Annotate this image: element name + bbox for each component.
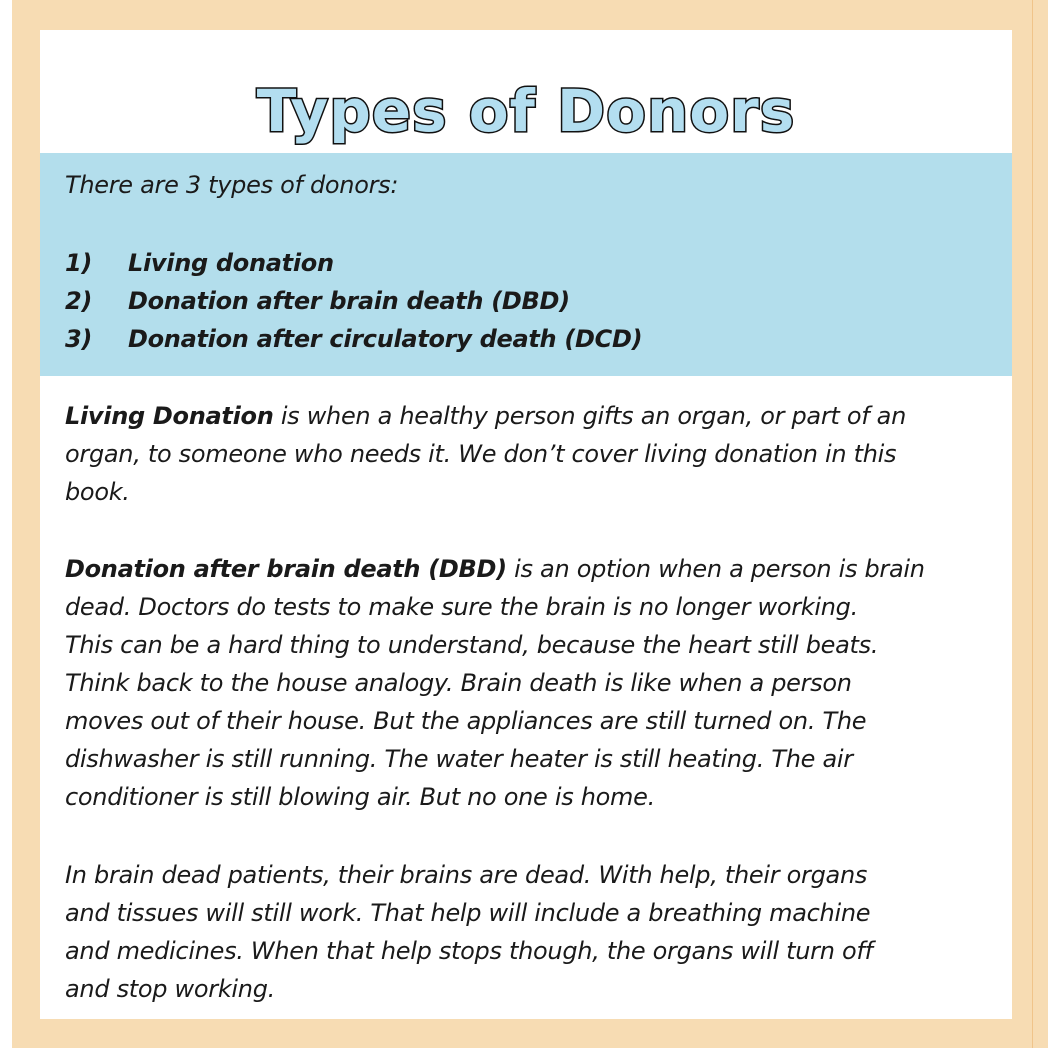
paragraph-heading: Living Donation	[65, 402, 274, 430]
list-label: Living donation	[128, 249, 334, 277]
text-line: Think back to the house analogy. Brain death is like when a person	[65, 669, 852, 697]
text-line: dishwasher is still running. The water heater is still heating. The air	[65, 745, 853, 773]
text-line: is when a healthy person gifts an organ, or part of an	[273, 402, 907, 430]
list-label: Donation after circulatory death (DCD)	[128, 325, 643, 353]
donor-types-box	[40, 153, 1012, 376]
text-line: This can be a hard thing to understand, because the heart still beats.	[65, 631, 879, 659]
list-number: 3)	[65, 325, 93, 353]
list-number: 2)	[65, 287, 93, 315]
page-edge-line	[1032, 0, 1033, 1048]
list-item	[65, 248, 334, 278]
paragraph-heading: Donation after brain death (DBD)	[65, 555, 507, 583]
text-line: conditioner is still blowing air. But no one is home.	[65, 783, 655, 811]
text-line: is an option when a person is brain	[506, 555, 925, 583]
page-title: Types of Donors	[256, 77, 796, 145]
text-line: and stop working.	[65, 975, 275, 1003]
list-number: 1)	[65, 249, 93, 277]
list-item	[65, 286, 570, 316]
list-item	[65, 324, 642, 354]
intro-text: There are 3 types of donors:	[65, 171, 399, 199]
text-line: and medicines. When that help stops though, the organs will turn off	[65, 937, 873, 965]
list-label: Donation after brain death (DBD)	[128, 287, 570, 315]
text-line: dead. Doctors do tests to make sure the brain is no longer working.	[65, 593, 858, 621]
text-line: book.	[65, 478, 130, 506]
text-line: In brain dead patients, their brains are dead. With help, their organs	[65, 861, 868, 889]
text-line: organ, to someone who needs it. We don’t cover living donation in this	[65, 440, 897, 468]
text-line: and tissues will still work. That help will include a breathing machine	[65, 899, 871, 927]
content-panel	[40, 30, 1012, 1019]
text-line: moves out of their house. But the appliances are still turned on. The	[65, 707, 867, 735]
